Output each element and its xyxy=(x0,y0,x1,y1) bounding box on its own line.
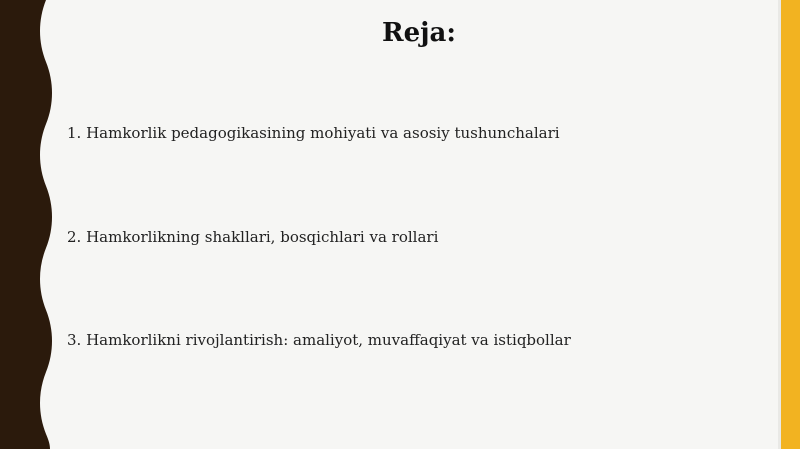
right-accent-bar xyxy=(781,0,800,449)
wavy-left-border xyxy=(0,0,60,449)
slide-title: Reja: xyxy=(381,18,456,48)
plan-item-1: 1. Hamkorlik pedagogikasining mohiyati va asosiy tushunchalari xyxy=(67,124,560,142)
plan-item-3: 3. Hamkorlikni rivojlantirish: amaliyot, muvaffaqiyat va istiqbollar xyxy=(67,331,571,349)
plan-item-2: 2. Hamkorlikning shakllari, bosqichlari va rollari xyxy=(67,228,439,246)
